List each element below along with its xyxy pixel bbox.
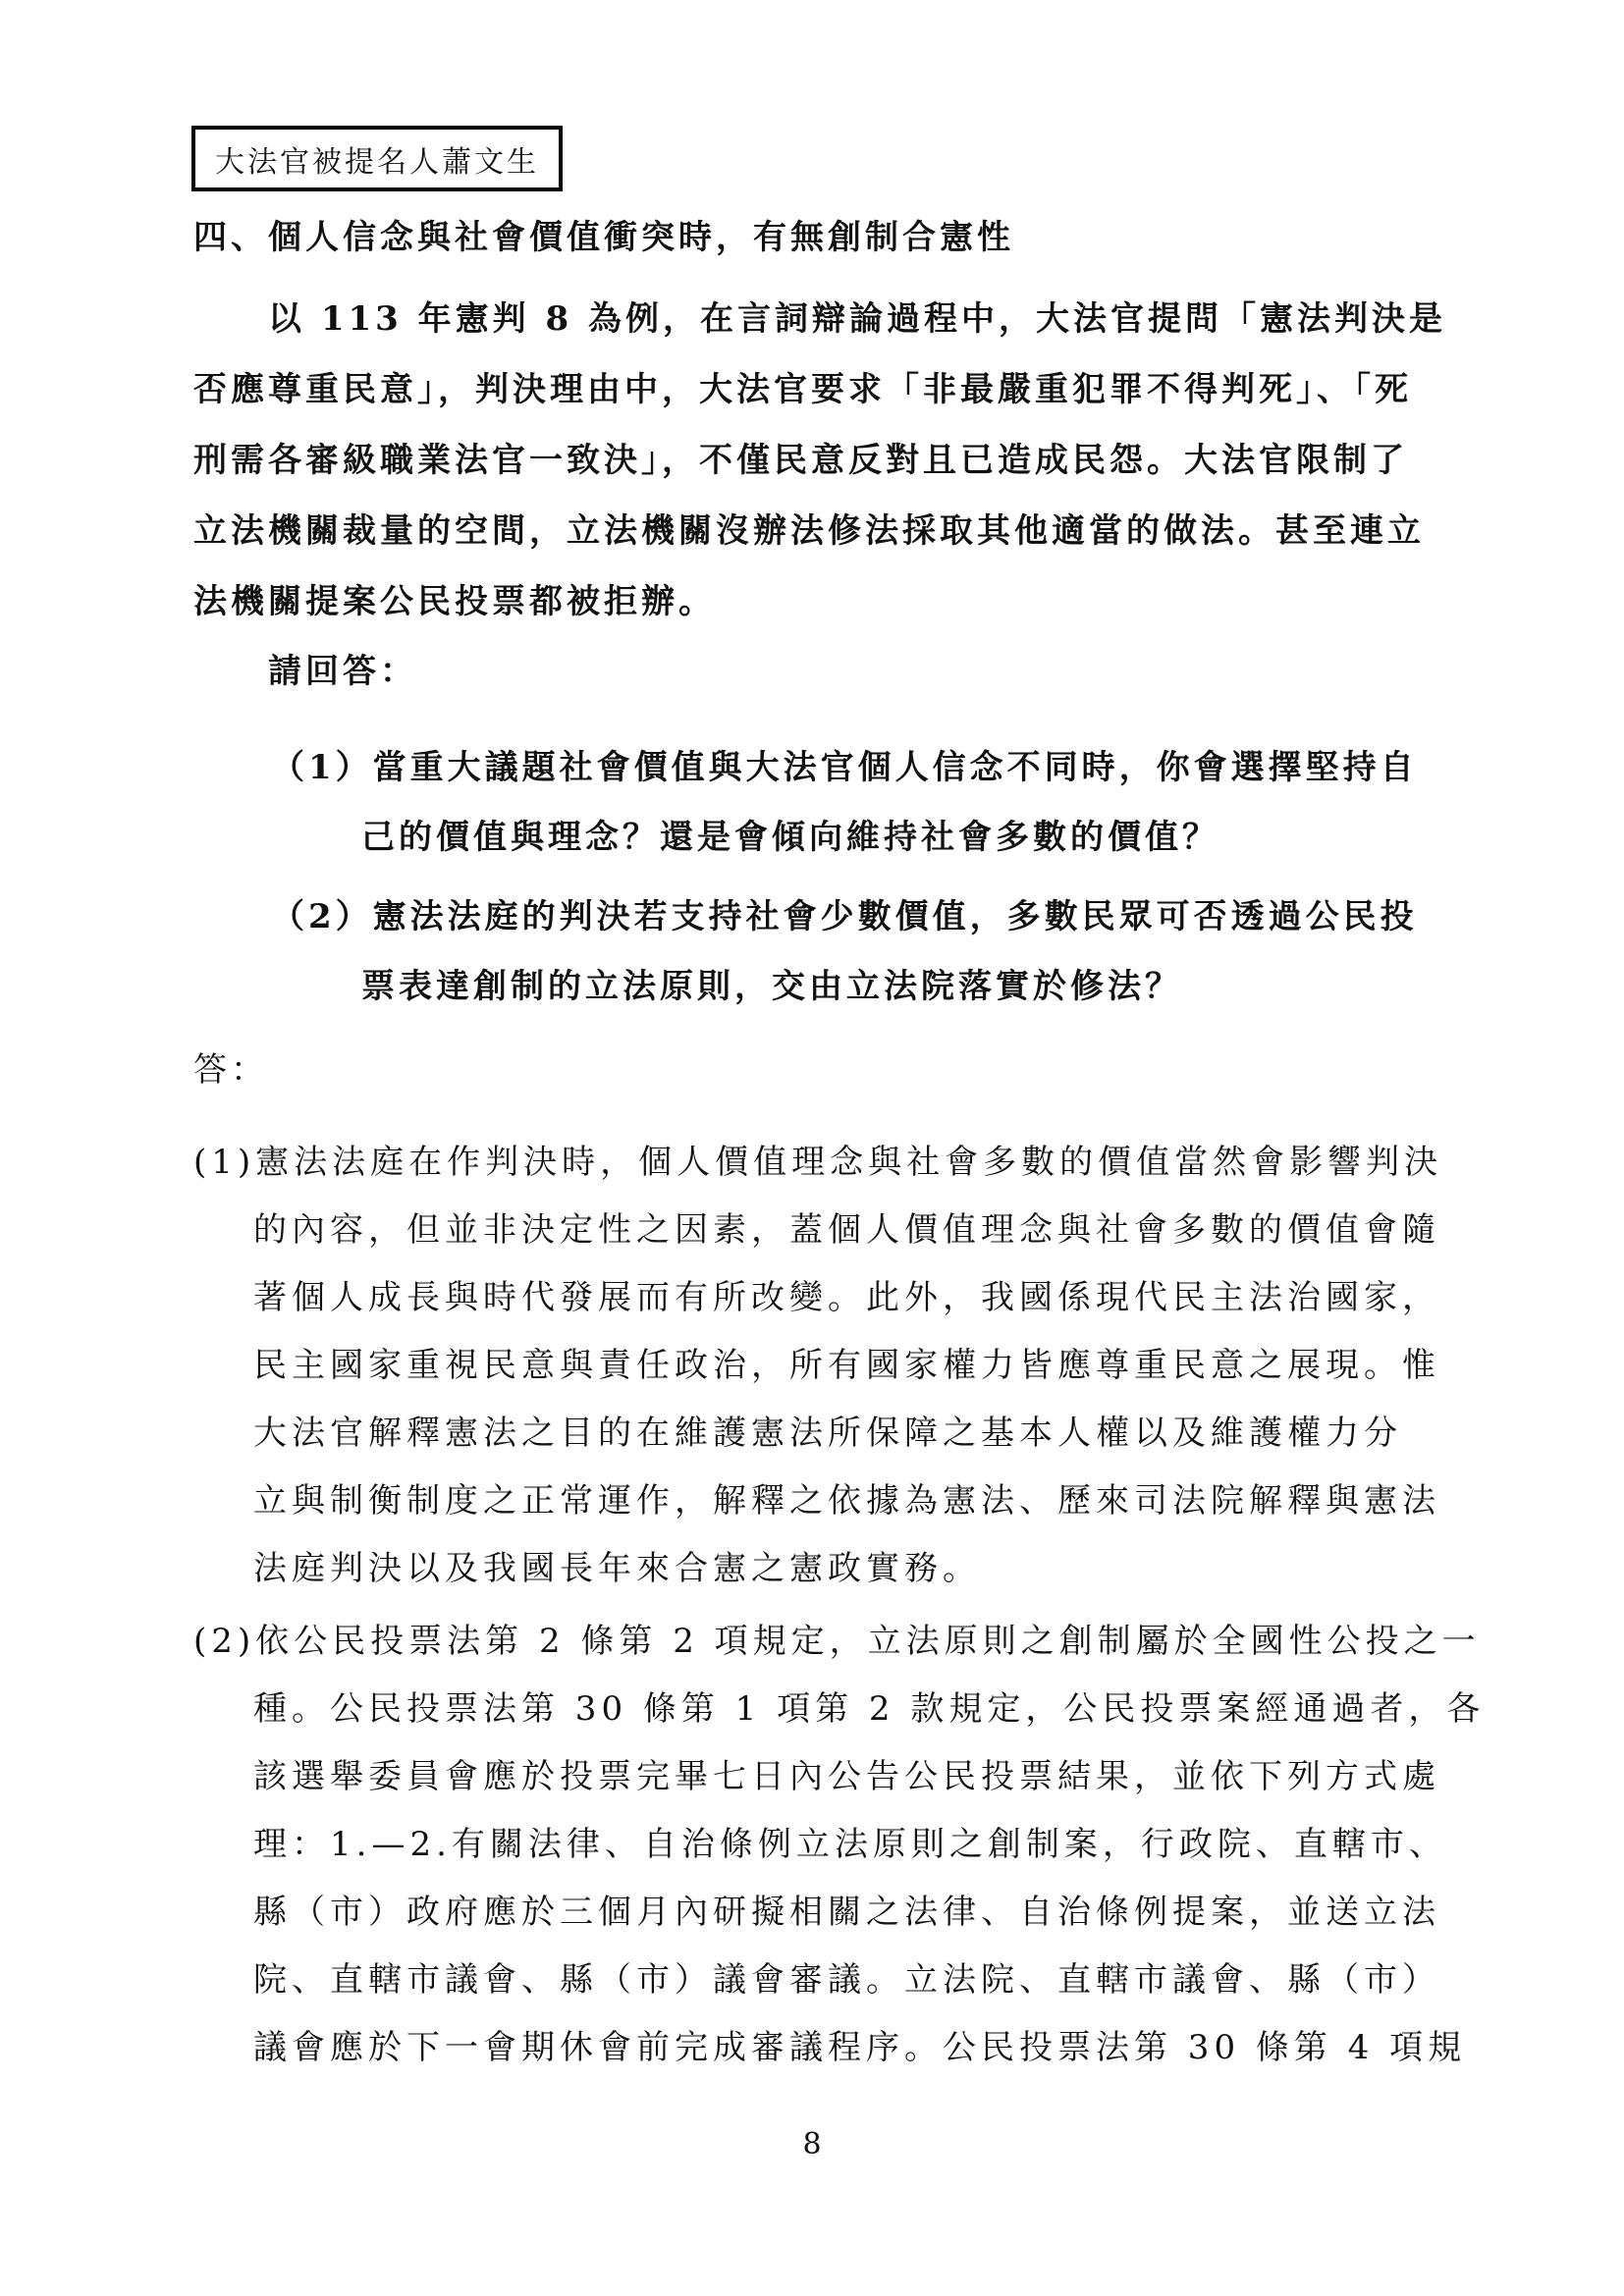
- question-item-1: [193, 733, 1418, 873]
- text-line: （1）當重大議題社會價值與大法官個人信念不同時，你會選擇堅持自: [271, 748, 1418, 787]
- text-line: 法庭判決以及我國長年來合憲之憲政實務。: [253, 1549, 981, 1588]
- text-line: 該選舉委員會應於投票完畢七日內公告公民投票結果，並依下列方式處: [253, 1757, 1440, 1796]
- text-line: 以 113 年憲判 8 為例，在言詞辯論過程中，大法官提問「憲法判決是: [268, 299, 1446, 339]
- text-line: 己的價值與理念？還是會傾向維持社會多數的價值？: [361, 818, 1219, 857]
- text-line: 票表達創制的立法原則，交由立法院落實於修法？: [361, 967, 1182, 1006]
- text-line: 法機關提案公民投票都被拒辦。: [193, 582, 716, 621]
- answer-prompt: 請回答：: [268, 652, 417, 691]
- text-line: 縣（市）政府應於三個月內研擬相關之法律、自治條例提案，並送立法: [253, 1893, 1440, 1932]
- answer-item-2: [193, 1608, 1485, 2082]
- text-line: 立法機關裁量的空間，立法機關沒辦法修法採取其他適當的做法。甚至連立: [193, 511, 1425, 551]
- page-number: 8: [802, 2127, 822, 2162]
- text-line: 議會應於下一會期休會前完成審議程序。公民投票法第 30 條第 4 項規: [253, 2028, 1467, 2067]
- text-line: 理：1.—2.有關法律、自治條例立法原則之創制案，行政院、直轄市、: [253, 1825, 1447, 1864]
- answer-section-label: 答：: [193, 1050, 268, 1090]
- text-line: 立與制衡制度之正常運作，解釋之依據為憲法、歷來司法院解釋與憲法: [253, 1481, 1440, 1521]
- nominee-header-box: [191, 126, 563, 191]
- question-item-2: [193, 882, 1418, 1022]
- intro-paragraph: [193, 284, 1460, 637]
- text-line: (2)依公民投票法第 2 條第 2 項規定，立法原則之創制屬於全國性公投之一: [193, 1622, 1481, 1661]
- text-line: 刑需各審級職業法官一致決」，不僅民意反對且已造成民怨。大法官限制了: [193, 441, 1408, 480]
- text-line: (1)憲法法庭在作判決時，個人價值理念與社會多數的價值當然會影響判決: [193, 1143, 1443, 1182]
- text-line: 著個人成長與時代發展而有所改變。此外，我國係現代民主法治國家，: [253, 1278, 1440, 1317]
- nominee-header-label: 大法官被提名人蕭文生: [215, 144, 539, 180]
- text-line: 的內容，但並非決定性之因素，蓋個人價值理念與社會多數的價值會隨: [253, 1210, 1440, 1250]
- text-line: 否應尊重民意」，判決理由中，大法官要求「非最嚴重犯罪不得判死」、「死: [193, 370, 1412, 409]
- text-line: 種。公民投票法第 30 條第 1 項第 2 款規定，公民投票案經通過者，各: [253, 1689, 1486, 1729]
- text-line: 大法官解釋憲法之目的在維護憲法所保障之基本人權以及維護權力分: [253, 1414, 1402, 1453]
- text-line: （2）憲法法庭的判決若支持社會少數價值，多數民眾可否透過公民投: [271, 897, 1418, 936]
- text-line: 民主國家重視民意與責任政治，所有國家權力皆應尊重民意之展現。惟: [253, 1346, 1440, 1385]
- section-heading: 四、個人信念與社會價值衝突時，有無創制合憲性: [193, 218, 1014, 257]
- text-line: 院、直轄市議會、縣（市）議會審議。立法院、直轄市議會、縣（市）: [253, 1960, 1440, 2000]
- answer-item-1: [193, 1129, 1442, 1603]
